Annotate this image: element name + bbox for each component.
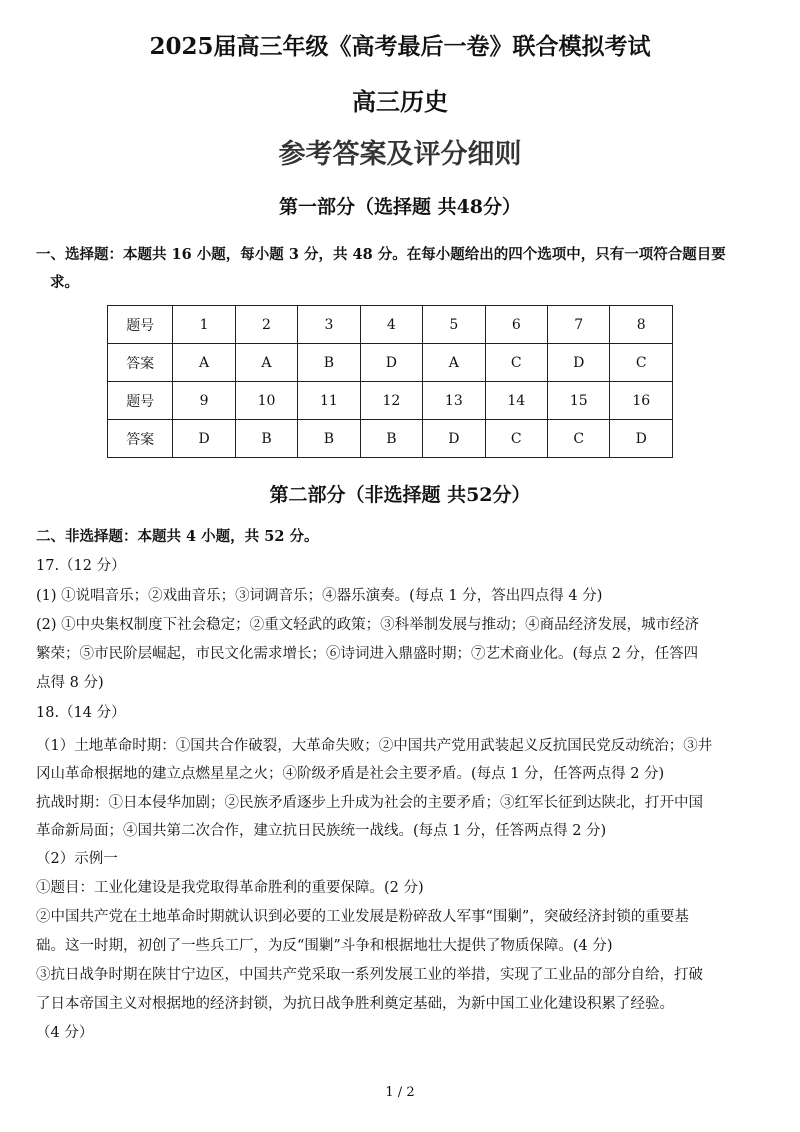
table-row: [108, 306, 673, 344]
row-header-cell: 题号: [108, 306, 173, 344]
table-cell: 4: [360, 306, 422, 344]
answer-table: [107, 305, 673, 458]
table-cell: 13: [423, 382, 485, 420]
table-cell: C: [485, 344, 547, 382]
page-number: 1 / 2: [385, 1085, 415, 1100]
row-header-cell: 答案: [108, 420, 173, 458]
table-cell: C: [485, 420, 547, 458]
answer-line: 18.（14 分）: [36, 705, 126, 721]
table-cell: A: [423, 344, 485, 382]
table-cell: 16: [610, 382, 673, 420]
answer-line: (2) ①中央集权制度下社会稳定；②重文轻武的政策；③科举制发展与推动；④商品经济发展，城市经济: [36, 617, 700, 633]
table-cell: 8: [610, 306, 673, 344]
row-header-cell: 答案: [108, 344, 173, 382]
table-row: [108, 382, 673, 420]
table-cell: 11: [298, 382, 360, 420]
table-cell: B: [235, 420, 297, 458]
answer-line: ①题目：工业化建设是我党取得革命胜利的重要保障。(2 分): [36, 880, 424, 896]
table-cell: A: [173, 344, 235, 382]
table-cell: C: [548, 420, 610, 458]
answer-line: 二、非选择题：本题共 4 小题，共 52 分。: [36, 528, 319, 545]
answer-line: （2）示例一: [36, 851, 118, 867]
answer-line: 了日本帝国主义对根据地的经济封锁，为抗日战争胜利奠定基础，为新中国工业化建设积累了经验。: [36, 996, 674, 1012]
exam-title: 2025届高三年级《高考最后一卷》联合模拟考试: [149, 33, 651, 60]
table-cell: 3: [298, 306, 360, 344]
doc-title: 参考答案及评分细则: [278, 139, 522, 170]
table-cell: D: [423, 420, 485, 458]
table-cell: D: [173, 420, 235, 458]
answer-line: 冈山革命根据地的建立点燃星星之火；④阶级矛盾是社会主要矛盾。(每点 1 分，任答两点得 2 分): [36, 766, 665, 782]
part2-heading: 第二部分（非选择题 共52分）: [269, 484, 531, 506]
answer-line: ②中国共产党在土地革命时期就认识到必要的工业发展是粉碎敌人军事“围剿”，突破经济封锁的重要基: [36, 909, 689, 925]
table-cell: B: [298, 344, 360, 382]
table-cell: 9: [173, 382, 235, 420]
table-cell: 5: [423, 306, 485, 344]
table-cell: D: [610, 420, 673, 458]
table-cell: B: [298, 420, 360, 458]
part1-heading: 第一部分（选择题 共48分）: [278, 196, 522, 218]
answer-line: 础。这一时期，初创了一些兵工厂，为反“围剿”斗争和根据地壮大提供了物质保障。(4 分): [36, 938, 613, 954]
table-cell: D: [548, 344, 610, 382]
table-cell: 14: [485, 382, 547, 420]
answer-line: （4 分）: [36, 1025, 94, 1041]
table-cell: 6: [485, 306, 547, 344]
answer-line: （1）土地革命时期：①国共合作破裂，大革命失败；②中国共产党用武装起义反抗国民党反动统治；③井: [36, 738, 713, 754]
answer-line: 繁荣；⑤市民阶层崛起，市民文化需求增长；⑥诗词进入鼎盛时期；⑦艺术商业化。(每点 2 分，任答四: [36, 646, 699, 662]
answer-line: (1) ①说唱音乐；②戏曲音乐；③词调音乐；④器乐演奏。(每点 1 分，答出四点得 4 分): [36, 588, 603, 604]
answer-line: 革命新局面；④国共第二次合作，建立抗日民族统一战线。(每点 1 分，任答两点得 2 分): [36, 823, 607, 839]
row-header-cell: 题号: [108, 382, 173, 420]
answer-line: 17.（12 分）: [36, 558, 126, 574]
part1-intro: 一、选择题：本题共 16 小题，每小题 3 分，共 48 分。在每小题给出的四个选项中，只有一项符合题目要: [36, 246, 726, 263]
table-cell: 1: [173, 306, 235, 344]
part1-intro-cont: 求。: [50, 274, 79, 291]
answer-line: 抗战时期：①日本侵华加剧；②民族矛盾逐步上升成为社会的主要矛盾；③红军长征到达陕北，打开中国: [36, 795, 703, 811]
table-cell: 2: [235, 306, 297, 344]
table-row: [108, 344, 673, 382]
subject-title: 高三历史: [352, 87, 448, 116]
table-cell: C: [610, 344, 673, 382]
table-cell: B: [360, 420, 422, 458]
table-cell: A: [235, 344, 297, 382]
table-cell: 15: [548, 382, 610, 420]
table-cell: 7: [548, 306, 610, 344]
answer-line: 点得 8 分): [36, 675, 104, 691]
table-row: [108, 420, 673, 458]
answer-line: ③抗日战争时期在陕甘宁边区，中国共产党采取一系列发展工业的举措，实现了工业品的部分自给，打破: [36, 967, 703, 983]
table-cell: D: [360, 344, 422, 382]
table-cell: 12: [360, 382, 422, 420]
table-cell: 10: [235, 382, 297, 420]
